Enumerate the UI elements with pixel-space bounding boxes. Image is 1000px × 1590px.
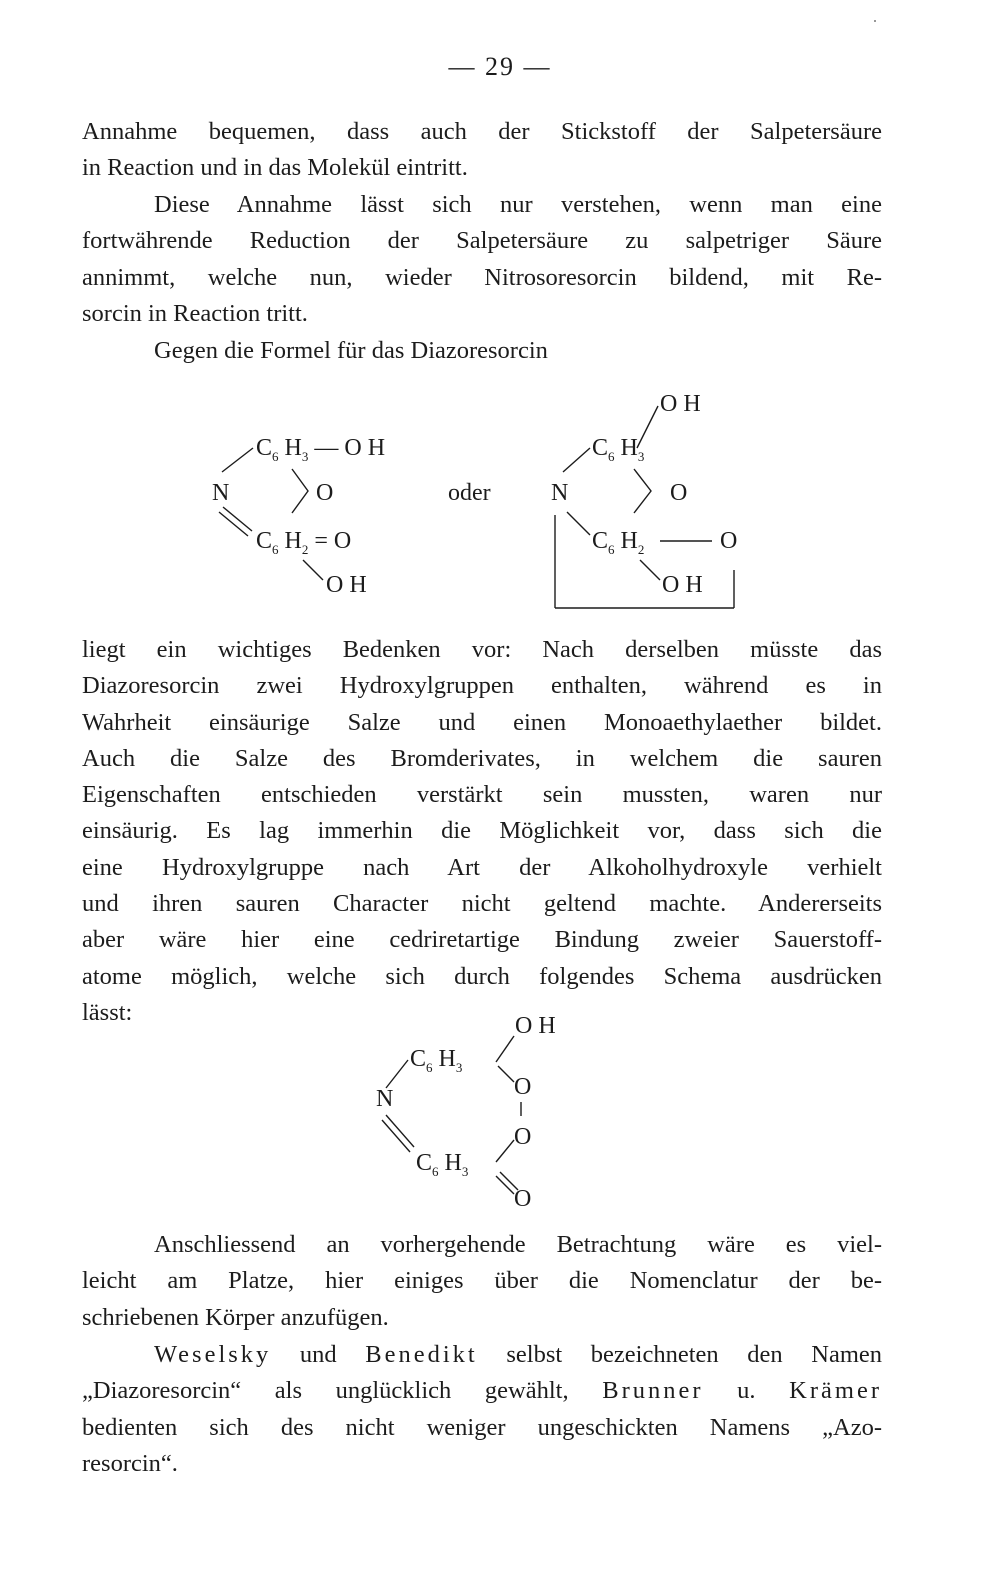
or-word: oder	[448, 480, 491, 506]
text-line: Eigenschaften entschieden verstärkt sein mussten, waren nur	[82, 781, 882, 809]
text-line: Weselsky und Benedikt selbst bezeichneten den Namen	[154, 1341, 882, 1368]
text-line: aber wäre hier eine cedriretartige Bindung zweier Sauerstoff-	[82, 926, 882, 954]
text-line: Auch die Salze des Bromderivates, in welchem die sauren	[82, 744, 882, 772]
svg-text:C6 H2: $C_6$ $H_2$	[592, 528, 645, 557]
text-line: einsäurig. Es lag immerhin die Möglichkeit vor, dass sich die	[82, 817, 882, 845]
svg-text:O H: O H	[662, 572, 703, 598]
svg-text:O: O	[514, 1186, 532, 1212]
text-line: Diazoresorcin zwei Hydroxylgruppen enthalten, während es in	[82, 672, 882, 700]
svg-text:C6 H3: $C_6$ $H_3$	[416, 1150, 469, 1179]
svg-text:C6 H3: $C_6$ $H_3$	[410, 1046, 463, 1075]
text-line: Anschliessend an vorhergehende Betrachtung wäre es viel-	[154, 1231, 882, 1258]
svg-text:C6 H3: $C_6$ $H_3$	[592, 435, 645, 464]
text-line: fortwährende Reduction der Salpetersäure zu salpetriger Säure	[82, 227, 882, 255]
text-line: schriebenen Körper anzufügen.	[82, 1303, 389, 1331]
paragraph-5	[82, 1227, 882, 1336]
formula-3	[376, 1013, 556, 1212]
svg-text:O: O	[720, 528, 738, 554]
author-name: Benedikt	[365, 1341, 478, 1368]
text-line: lässt:	[82, 998, 133, 1026]
text-line: Wahrheit einsäurige Salze und einen Monoaethylaether bildet.	[82, 708, 882, 736]
svg-text:O H: O H	[515, 1013, 556, 1039]
nitrogen-label: N	[212, 480, 230, 506]
text-line: leicht am Platze, hier einiges über die Nomenclatur der be-	[82, 1267, 882, 1295]
svg-text:O: O	[514, 1124, 532, 1150]
text-line: Gegen die Formel für das Diazoresorcin	[154, 337, 548, 364]
text-line: annimmt, welche nun, wieder Nitrosoresorcin bildend, mit Re-	[82, 263, 882, 291]
svg-text:O: O	[514, 1074, 532, 1100]
author-name: Weselsky	[154, 1341, 272, 1368]
svg-text:C6 H2= O: $C_6$ $H_2 = O$	[256, 528, 352, 557]
page-number: — 29 —	[448, 52, 552, 81]
author-name: Brunner	[602, 1377, 704, 1405]
text-line: resorcin“.	[82, 1449, 178, 1477]
nitrogen-label: N	[376, 1086, 394, 1112]
text-line: Annahme bequemen, dass auch der Stickstoff der Salpetersäure	[82, 118, 882, 145]
svg-text:O: O	[670, 480, 688, 506]
svg-text:O H: O H	[326, 572, 367, 598]
nitrogen-label: N	[551, 480, 569, 506]
author-name: Krämer	[789, 1377, 882, 1405]
text-line: eine Hydroxylgruppe nach Art der Alkoholhydroxyle verhielt	[82, 853, 882, 881]
paragraph-6	[82, 1337, 882, 1482]
text-line: bedienten sich des nicht weniger ungeschickten Namens „Azo-	[82, 1413, 882, 1441]
text-line: und ihren sauren Character nicht geltend machte. Andererseits	[82, 890, 882, 918]
svg-text:O H: O H	[660, 391, 701, 417]
svg-text:O: O	[316, 480, 334, 506]
scan-speck	[874, 20, 876, 22]
text-line: atome möglich, welche sich durch folgendes Schema ausdrücken	[82, 962, 882, 990]
text-line: sorcin in Reaction tritt.	[82, 299, 308, 327]
text-line: „Diazoresorcin“ als unglücklich gewählt, Brunner u. Krämer	[82, 1377, 882, 1405]
svg-text:C6 H3— O H: $C_6$ $H_3$ — O H	[256, 435, 386, 464]
text-line: Diese Annahme lässt sich nur verstehen, wenn man eine	[154, 191, 882, 218]
text-line: in Reaction und in das Molekül eintritt.	[82, 154, 468, 182]
text-line: liegt ein wichtiges Bedenken vor: Nach derselben müsste das	[82, 636, 882, 663]
